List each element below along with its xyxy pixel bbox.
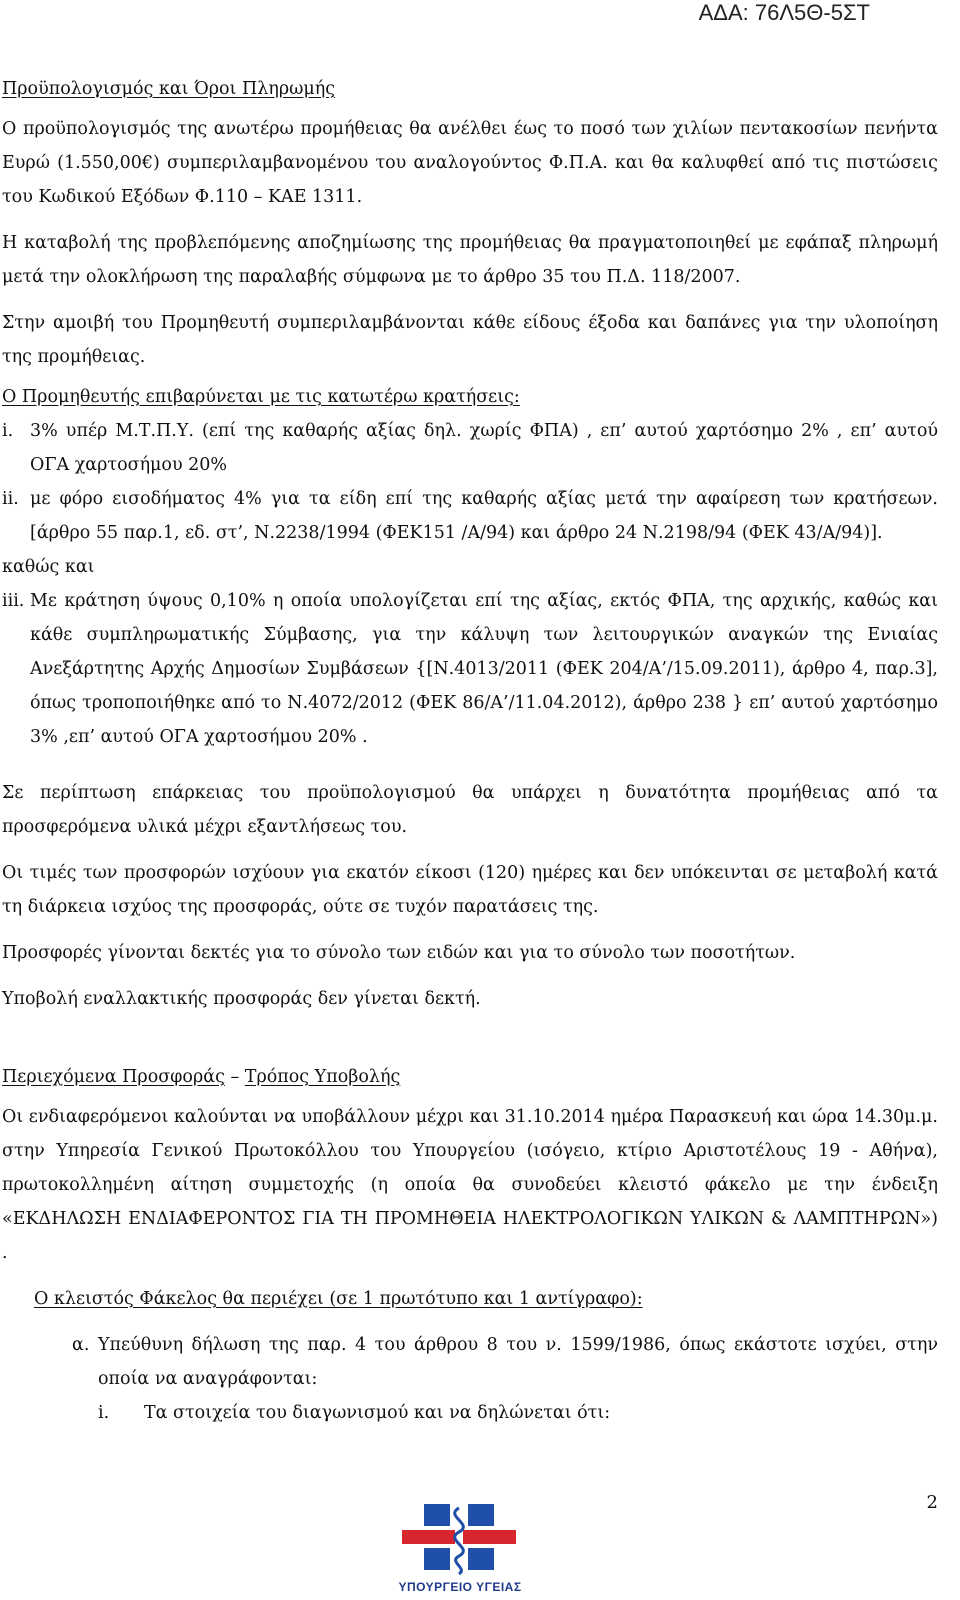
deduction-mark: iii. (2, 591, 25, 611)
sufficiency-paragraph: Σε περίπτωση επάρκειας του προϋπολογισμού θα υπάρχει η δυνατότητα προμήθειας από τα προσφερόμενα υλικά μέχρι εξαντλήσεως του. (2, 783, 938, 837)
item-a-mark: α. (72, 1335, 90, 1355)
envelope-item-a (72, 1328, 938, 1396)
item-i-text: Τα στοιχεία του διαγωνισμού και να δηλώνεται ότι: (144, 1403, 611, 1423)
page-number: 2 (926, 1492, 938, 1513)
ada-code: ΑΔΑ: 76Λ5Θ-5ΣΤ (698, 0, 870, 25)
item-a-text: Υπεύθυνη δήλωση της παρ. 4 του άρθρου 8 του ν. 1599/1986, όπως εκάστοτε ισχύει, στην οποία να αναγράφονται: (98, 1335, 938, 1389)
envelope-heading: Ο κλειστός Φάκελος θα περιέχει (σε 1 πρωτότυπο και 1 αντίγραφο): (34, 1289, 643, 1309)
deduction-mark: ii. (2, 489, 19, 509)
ministry-name: ΥΠΟΥΡΓΕΙΟ ΥΓΕΙΑΣ (398, 1580, 522, 1594)
alternative-paragraph: Υποβολή εναλλακτικής προσφοράς δεν γίνεται δεκτή. (2, 989, 481, 1009)
offer-heading-part-a: Περιεχόμενα Προσφοράς (2, 1067, 225, 1087)
logo-blue-block-bottom-left (424, 1548, 450, 1570)
deduction-text: με φόρο εισοδήματος 4% για τα είδη επί της καθαρής αξίας μετά την αφαίρεση των κρατήσεων. [άρθρο 55 παρ.1, εδ. στ’, Ν.2238/1994 (ΦΕΚ151 /Α/94) και άρθρο 24 Ν.2198/94 (ΦΕΚ 43/Α/94)]. (30, 489, 938, 543)
logo-blue-block-right (468, 1504, 494, 1526)
submission-paragraph: Οι ενδιαφερόμενοι καλούνται να υποβάλλουν μέχρι και 31.10.2014 ημέρα Παρασκευή και ώρα 14.30μ.μ. στην Υπηρεσία Γενικού Πρωτοκόλλου του Υπουργείου (ισόγειο, κτίριο Αριστοτέλους 19 - Αθήνα), πρωτοκολλημένη αίτηση συμμετοχής (η οποία θα συνοδεύει κλειστό φάκελο με την ένδειξη «ΕΚΔΗΛΩΣΗ ΕΝΔΙΑΦΕΡΟΝΤΟΣ ΓΙΑ ΤΗ ΠΡΟΜΗΘΕΙΑ ΗΛΕΚΤΡΟΛΟΓΙΚΩΝ ΥΛΙΚΩΝ & ΛΑΜΠΤΗΡΩΝ») . (2, 1107, 938, 1263)
deduction-text: 3% υπέρ Μ.Τ.Π.Υ. (επί της καθαρής αξίας δηλ. χωρίς ΦΠΑ) , επ’ αυτού χαρτόσημο 2% , επ’ αυτού ΟΓΑ χαρτοσήμου 20% (30, 421, 938, 475)
deduction-mark: i. (2, 421, 14, 441)
deduction-text: Με κράτηση ύψους 0,10% η οποία υπολογίζεται επί της αξίας, εκτός ΦΠΑ, της αρχικής, καθώς και κάθε συμπληρωματικής Σύμβασης, για την κάλυψη των λειτουργικών αναγκών της Ενιαίας Ανεξάρτητης Αρχής Δημοσίων Συμβάσεων {[Ν.4013/2011 (ΦΕΚ 204/Α’/15.09.2011), άρθρο 4, παρ.3], όπως τροποποιήθηκε από το Ν.4072/2012 (ΦΕΚ 86/Α’/11.04.2012), άρθρο 238 } επ’ αυτού χαρτόσημο 3% ,επ’ αυτού ΟΓΑ χαρτοσήμου 20% . (30, 591, 938, 747)
and-also-text: καθώς και (2, 557, 95, 577)
budget-paragraph-3: Στην αμοιβή του Προμηθευτή συμπεριλαμβάνονται κάθε είδους έξοδα και δαπάνες για την υλοποίηση της προμήθειας. (2, 313, 938, 367)
total-paragraph: Προσφορές γίνονται δεκτές για το σύνολο των ειδών και για το σύνολο των ποσοτήτων. (2, 943, 796, 963)
deductions-heading: Ο Προμηθευτής επιβαρύνεται με τις κατωτέρω κρατήσεις: (2, 387, 520, 407)
budget-heading: Προϋπολογισμός και Όροι Πληρωμής (2, 79, 336, 99)
offer-heading-separator: – (224, 1067, 245, 1087)
deduction-item-1 (2, 414, 938, 482)
offer-heading (2, 1060, 938, 1094)
budget-paragraph-1: Ο προϋπολογισμός της ανωτέρω προμήθειας θα ανέλθει έως το ποσό των χιλίων πεντακοσίων πενήντα Ευρώ (1.550,00€) συμπεριλαμβανομένου του αναλογούντος Φ.Π.Α. και θα καλυφθεί από τις πιστώσεις του Κωδικού Εξόδων Φ.110 – ΚΑΕ 1311. (2, 119, 938, 207)
budget-paragraph-2: Η καταβολή της προβλεπόμενης αποζημίωσης της προμήθειας θα πραγματοποιηθεί με εφάπαξ πληρωμή μετά την ολοκλήρωση της παραλαβής σύμφωνα με το άρθρο 35 του Π.Δ. 118/2007. (2, 233, 938, 287)
logo-blue-block-left (424, 1504, 450, 1526)
offer-heading-part-b: Τρόπος Υποβολής (244, 1067, 401, 1087)
logo-blue-block-bottom-right (468, 1548, 494, 1570)
validity-paragraph: Οι τιμές των προσφορών ισχύουν για εκατόν είκοσι (120) ημέρες και δεν υπόκεινται σε μεταβολή κατά τη διάρκεια ισχύος της προσφοράς, ούτε σε τυχόν παρατάσεις της. (2, 863, 938, 917)
item-i-mark: i. (98, 1403, 110, 1423)
deduction-item-3 (2, 584, 938, 754)
envelope-item-i (98, 1396, 938, 1430)
deduction-item-2 (2, 482, 938, 550)
document-body (2, 72, 938, 1430)
